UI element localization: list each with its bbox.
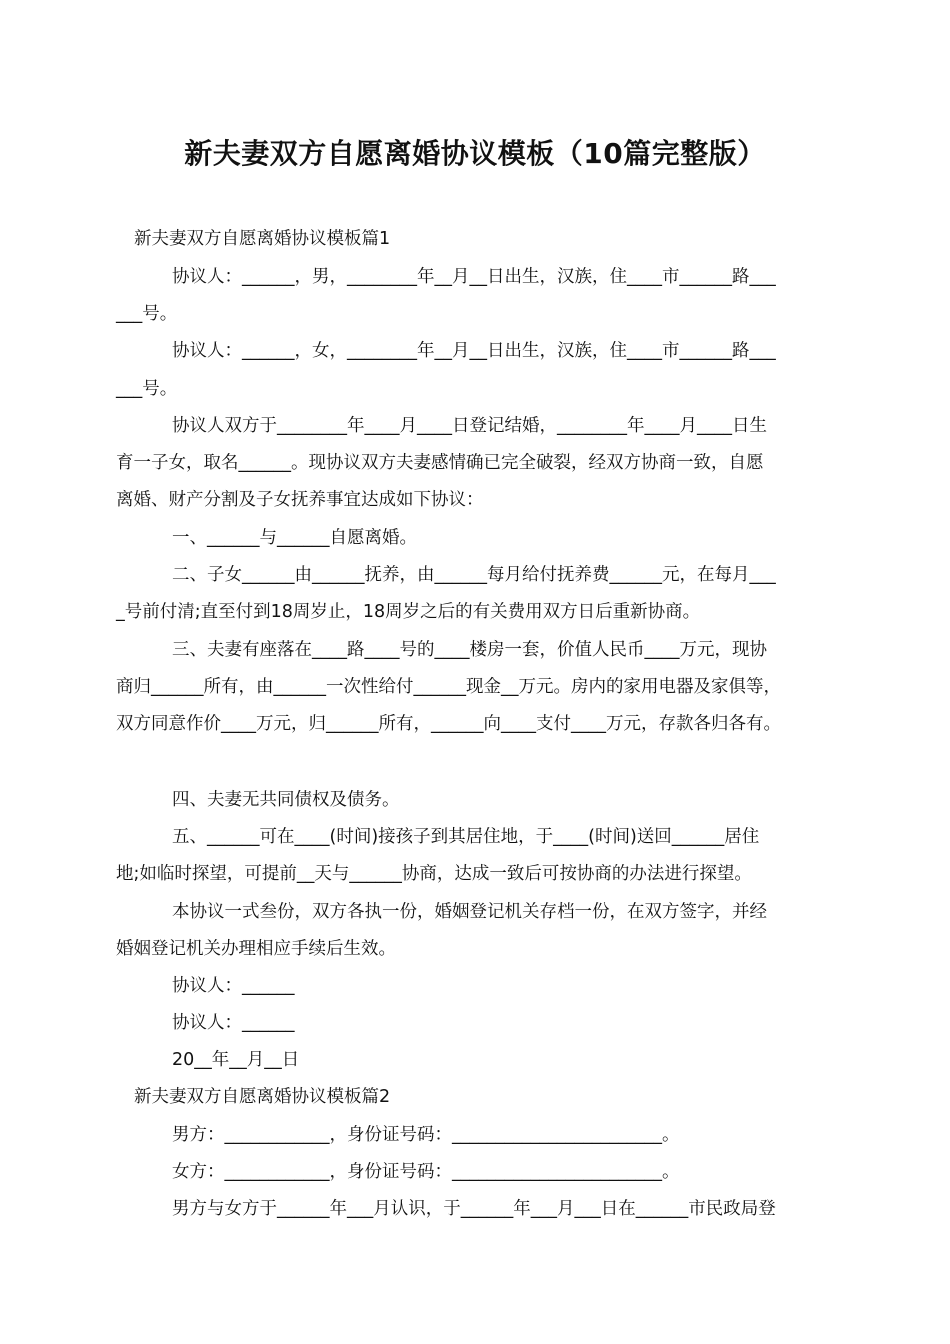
paragraph-line: 男方与女方于______年___月认识，于______年___月___日在______市民政局登 bbox=[172, 1199, 776, 1219]
paragraph-line: 商归______所有，由______一次性给付______现金__万元。房内的家用电器及家俱等， bbox=[116, 677, 781, 697]
paragraph-line: 协议人双方于________年____月____日登记结婚，________年____月____日生 bbox=[172, 416, 767, 436]
signature-line-1: 协议人：______ bbox=[172, 976, 295, 996]
paragraph-line: 双方同意作价____万元，归______所有，______向____支付____万元，存款各归各有。 bbox=[116, 714, 781, 734]
paragraph-line: _号前付清;直至付到18周岁止，18周岁之后的有关费用双方日后重新协商。 bbox=[116, 602, 701, 622]
section-heading-1: 新夫妻双方自愿离婚协议模板篇1 bbox=[134, 229, 391, 249]
paragraph-line: 育一子女，取名______。现协议双方夫妻感情确已完全破裂，经双方协商一致，自愿 bbox=[116, 453, 764, 473]
section-heading-2: 新夫妻双方自愿离婚协议模板篇2 bbox=[134, 1087, 391, 1107]
paragraph-line: 本协议一式叁份，双方各执一份，婚姻登记机关存档一份，在双方签字，并经 bbox=[172, 902, 767, 922]
date-line: 20__年__月__日 bbox=[172, 1050, 300, 1070]
signature-line-2: 协议人：______ bbox=[172, 1013, 295, 1033]
paragraph-line: 男方：____________，身份证号码：________________________。 bbox=[172, 1125, 680, 1145]
paragraph-line: 地;如临时探望，可提前__天与______协商，达成一致后可按协商的办法进行探望。 bbox=[116, 864, 752, 884]
paragraph-line: 女方：____________，身份证号码：________________________。 bbox=[172, 1162, 680, 1182]
paragraph-line: 协议人：______，女，________年__月__日出生，汉族，住____市______路___ bbox=[172, 341, 776, 361]
paragraph-line: 协议人：______，男，________年__月__日出生，汉族，住____市______路___ bbox=[172, 267, 776, 287]
document-title: 新夫妻双方自愿离婚协议模板（10篇完整版） bbox=[184, 137, 766, 170]
clause-1: 一、______与______自愿离婚。 bbox=[172, 528, 417, 548]
paragraph-line: ___号。 bbox=[116, 379, 178, 399]
paragraph-line: 离婚、财产分割及子女抚养事宜达成如下协议： bbox=[116, 490, 484, 510]
clause-5: 五、______可在____(时间)接孩子到其居住地，于____(时间)送回______居住 bbox=[172, 827, 760, 847]
clause-4: 四、夫妻无共同债权及债务。 bbox=[172, 790, 400, 810]
clause-3: 三、夫妻有座落在____路____号的____楼房一套，价值人民币____万元，现协 bbox=[172, 640, 767, 660]
clause-2: 二、子女______由______抚养，由______每月给付抚养费______元，在每月___ bbox=[172, 565, 776, 585]
paragraph-line: ___号。 bbox=[116, 304, 178, 324]
paragraph-line: 婚姻登记机关办理相应手续后生效。 bbox=[116, 939, 396, 959]
